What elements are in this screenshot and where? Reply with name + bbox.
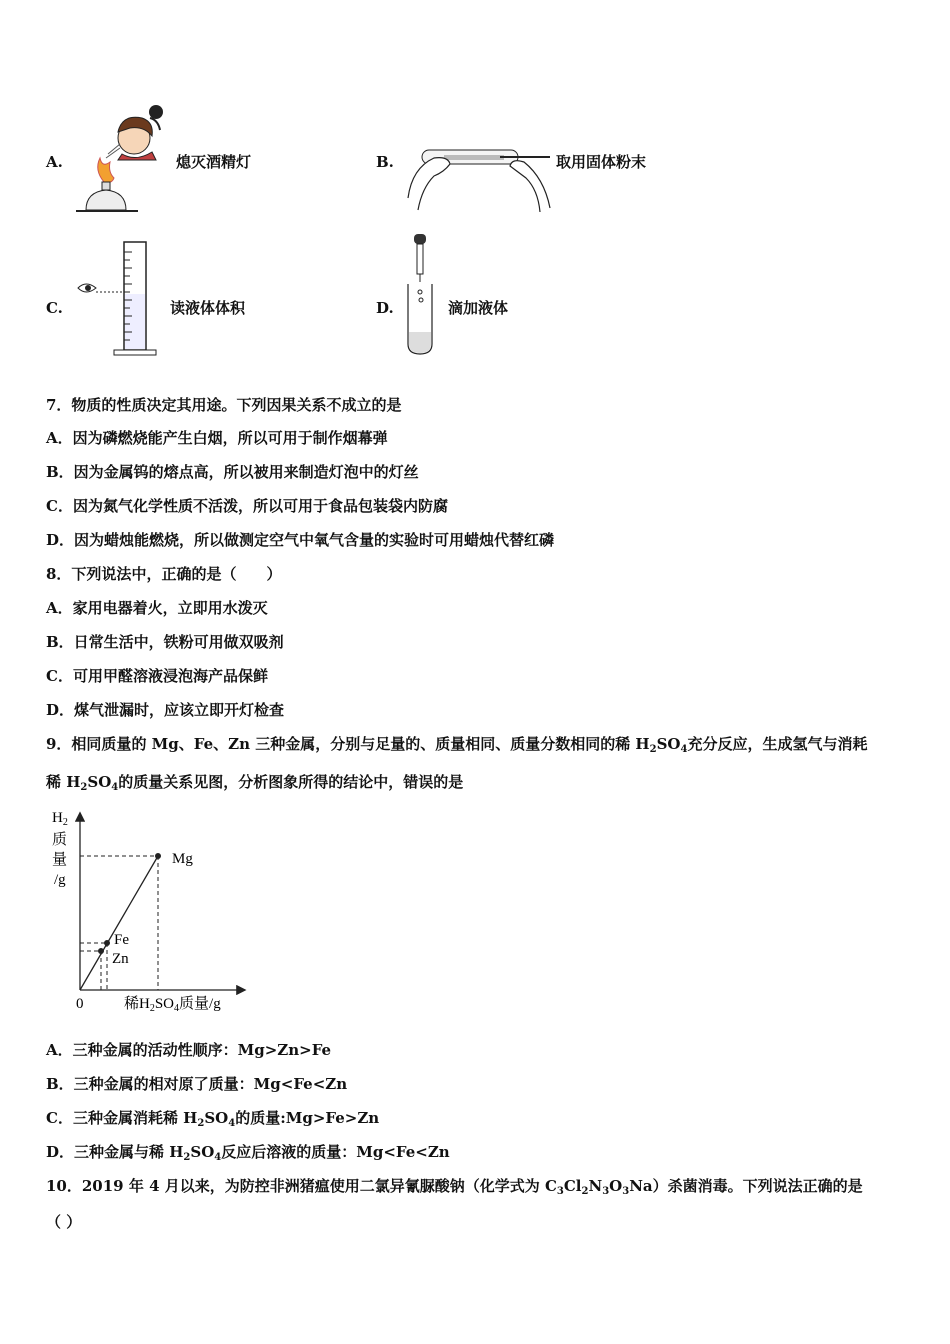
figure-d-letter: D. [376, 299, 394, 317]
y-label-unit: /g [54, 872, 66, 888]
q9-option-b: B．三种金属的相对原了质量：Mg<Fe<Zn [46, 1075, 348, 1093]
point-fe [104, 940, 110, 946]
hydrogen-mass-graph [44, 806, 254, 1016]
q9-option-a: A．三种金属的活动性顺序：Mg>Zn>Fe [46, 1041, 332, 1059]
q8-stem: 8．下列说法中，正确的是（ ） [46, 565, 282, 583]
dropper-test-tube-illustration [400, 232, 440, 358]
figure-a-caption: 熄灭酒精灯 [176, 153, 252, 171]
q9-option-d: D．三种金属与稀 $H_2SO_4$反应后溶液的质量：Mg<Fe<Zn [46, 1143, 450, 1163]
q7-stem: 7．物质的性质决定其用途。下列因果关系不成立的是 [46, 396, 402, 414]
q9-option-c: C．三种金属消耗稀 $H_2SO_4$的质量:Mg>Fe>Zn [46, 1109, 380, 1129]
figure-d-caption: 滴加液体 [448, 299, 509, 317]
y-label-zhi: 质 [52, 832, 68, 848]
q9-stem-line1: 9．相同质量的 Mg、Fe、Zn 三种金属，分别与足量的、质量相同、质量分数相同的稀 $H_2SO_4$充分反应，生成氢气与消耗 [46, 735, 868, 755]
q7-option-d: D．因为蜡烛能燃烧，所以做测定空气中氧气含量的实验时可用蜡烛代替红磷 [46, 531, 555, 549]
q8-option-c: C．可用甲醛溶液浸泡海产品保鲜 [46, 667, 268, 685]
label-fe: Fe [114, 932, 129, 948]
q9-stem-line2: 稀 $H_2SO_4$的质量关系见图，分析图象所得的结论中，错误的是 [46, 773, 464, 793]
point-mg [155, 853, 161, 859]
q10-stem-line1: 10．2019 年 4 月以来，为防控非洲猪瘟使用二氯异氰脲酸钠（化学式为 $C_3Cl_2N_3O_3Na$）杀菌消毒。下列说法正确的是 [46, 1177, 863, 1197]
q7-option-b: B．因为金属钨的熔点高，所以被用来制造灯泡中的灯丝 [46, 463, 419, 481]
extinguish-lamp-illustration [72, 100, 172, 215]
q8-option-a: A．家用电器着火，立即用水泼灭 [46, 599, 268, 617]
point-zn [98, 948, 104, 954]
q7-option-c: C．因为氮气化学性质不活泼，所以可用于食品包装袋内防腐 [46, 497, 448, 515]
label-zn: Zn [112, 951, 129, 967]
q7-option-a: A．因为磷燃烧能产生白烟，所以可用于制作烟幕弹 [46, 429, 388, 447]
figure-c-caption: 读液体体积 [170, 299, 246, 317]
q10-stem-line2: （ ） [46, 1213, 82, 1231]
x-axis-label: 稀$H_2SO_4$质量/g [124, 996, 221, 1014]
figure-b-letter: B. [376, 153, 394, 171]
figure-b-caption: 取用固体粉末 [556, 153, 647, 171]
graduated-cylinder-illustration [74, 238, 164, 358]
y-label-h2: $H_2$ [52, 810, 68, 828]
reaction-line [80, 856, 158, 990]
y-label-liang: 量 [52, 852, 68, 868]
figure-c-letter: C. [46, 299, 63, 317]
origin-label: 0 [76, 996, 84, 1012]
powder-test-tube-illustration [404, 138, 554, 214]
figure-a-letter: A. [46, 153, 63, 171]
q8-option-b: B．日常生活中，铁粉可用做双吸剂 [46, 633, 284, 651]
q8-option-d: D．煤气泄漏时，应该立即开灯检查 [46, 701, 285, 719]
label-mg: Mg [172, 851, 193, 867]
